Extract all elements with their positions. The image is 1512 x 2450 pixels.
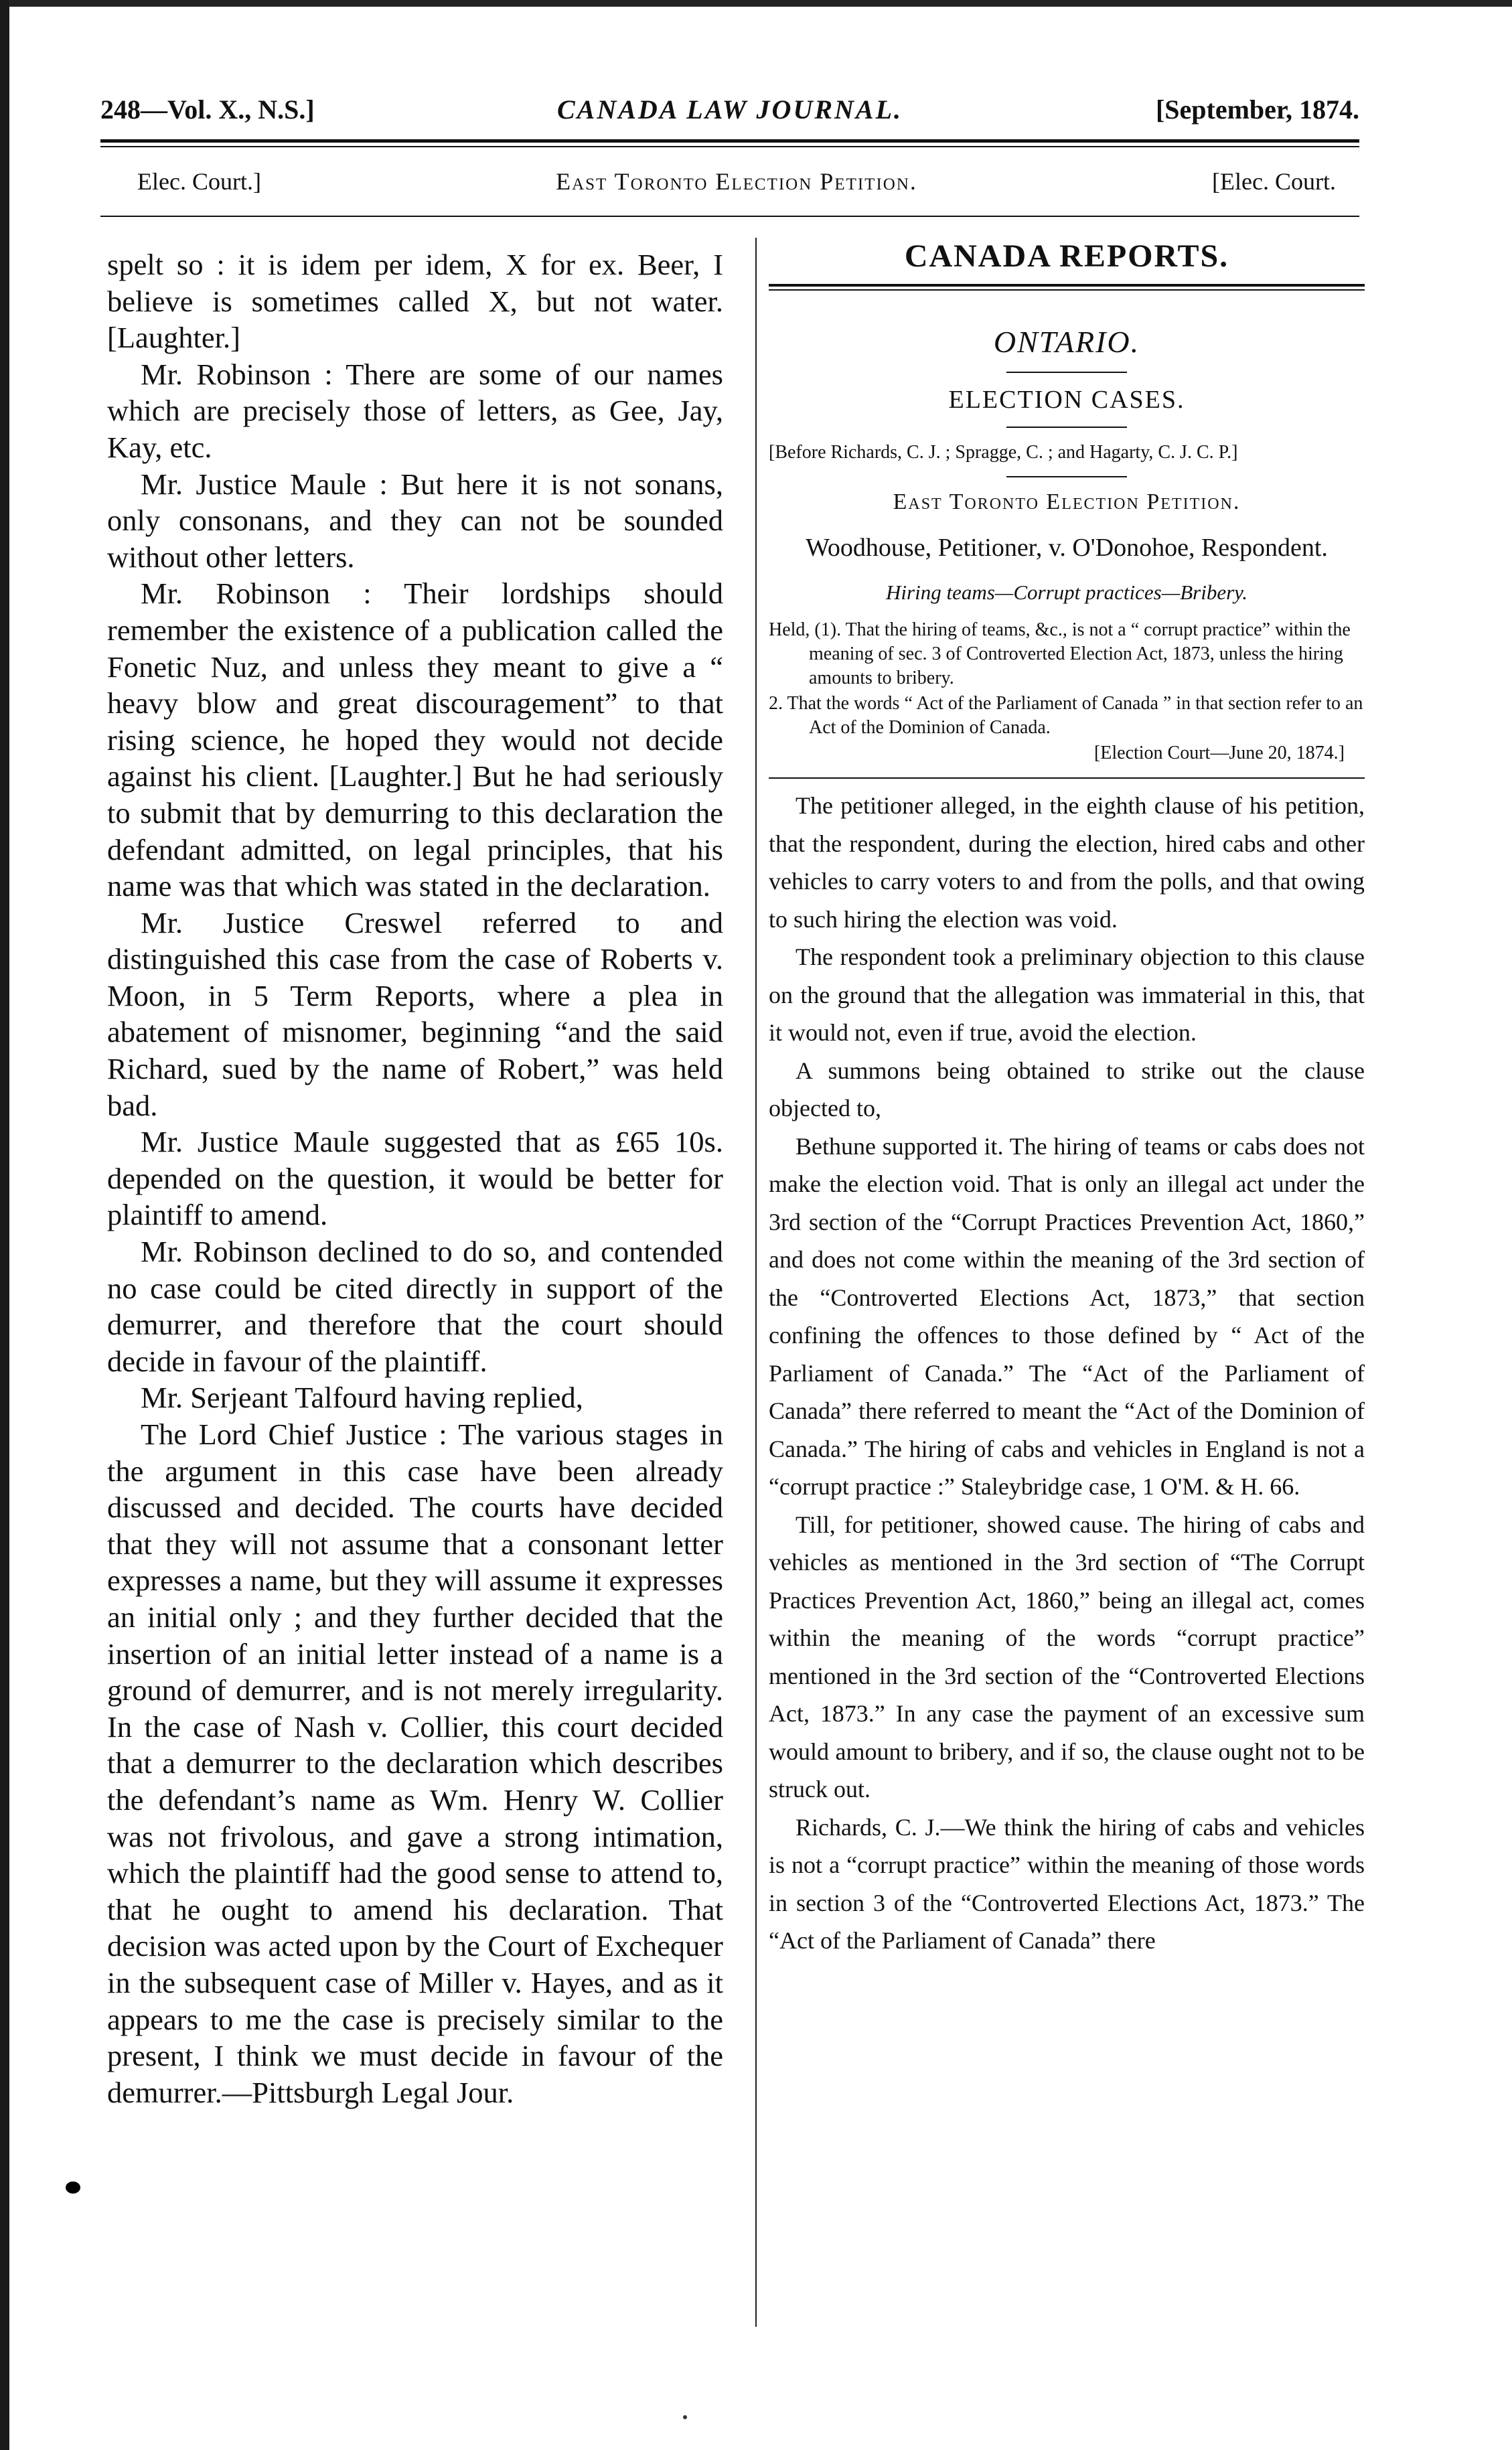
case-name: East Toronto Election Petition. — [893, 489, 1241, 514]
court-right: [Elec. Court. — [1212, 168, 1336, 195]
court-left: Elec. Court.] — [137, 168, 261, 195]
province-heading: ONTARIO. — [993, 325, 1140, 359]
margin-mark — [66, 2181, 80, 2194]
short-rule — [1006, 476, 1127, 477]
paragraph: Mr. Robinson declined to do so, and contended no case could be cited directly in support of the demurrer, and therefore that the court should decide in favour of the plaintiff. — [107, 1235, 723, 1378]
page-top-edge — [0, 0, 1512, 7]
speck — [683, 2415, 687, 2419]
holding-2: 2. That the words “ Act of the Parliament of Canada ” in that section refer to an Act of the Dominion of Canada. — [769, 693, 1363, 738]
left-column — [107, 246, 723, 2255]
report-body — [769, 787, 1365, 1960]
short-rule — [1006, 427, 1127, 428]
paragraph: Mr. Justice Maule : But here it is not sonans, only consonans, and they can not be sounded without other letters. — [107, 467, 723, 574]
paragraph: Till, for petitioner, showed cause. The hiring of cabs and vehicles as mentioned in the 3rd section of “The Corrupt Practices Prevention Act, 1860,” being an illegal act, comes within the meaning of the words “corrupt practice” mentioned in the 3rd section of the “Controverted Elections Act, 1873.” In any case the payment of an excessive sum would amount to bribery, and if so, the clause ought not to be struck out. — [769, 1511, 1365, 1803]
judges-line: [Before Richards, C. J. ; Spragge, C. ; and Hagarty, C. J. C. P.] — [769, 442, 1238, 463]
holding-rule — [769, 777, 1365, 779]
case-title: East Toronto Election Petition. — [556, 168, 917, 195]
paragraph: spelt so : it is idem per idem, X for ex. Beer, I believe is sometimes called X, but not water. [Laughter.] — [107, 248, 723, 355]
holding-1: Held, (1). That the hiring of teams, &c., is not a “ corrupt practice” within the meaning of sec. 3 of Controverted Election Act, 1873, unless the hiring amounts to bribery. — [769, 619, 1351, 688]
header-rule-thin — [100, 146, 1359, 147]
section-title: CANADA REPORTS. — [904, 238, 1229, 274]
parties: Woodhouse, Petitioner, v. O'Donohoe, Respondent. — [806, 534, 1328, 562]
paragraph: Mr. Justice Creswel referred to and distinguished this case from the case of Roberts v. Moon, in 5 Term Reports, where a plea in abatement of misnomer, beginning “and the said Richard, sued by the name of Robert,” was held bad. — [107, 905, 723, 1122]
paragraph: Mr. Justice Maule suggested that as £65 10s. depended on the question, it would be better for plaintiff to amend. — [107, 1125, 723, 1232]
case-header — [137, 167, 1336, 201]
title-double-rule — [769, 284, 1365, 291]
header-rule-thick — [100, 139, 1359, 143]
case-header-rule — [100, 216, 1359, 217]
subsection-heading: ELECTION CASES. — [948, 386, 1185, 414]
short-rule — [1006, 372, 1127, 373]
paragraph: A summons being obtained to strike out the clause objected to, — [769, 1057, 1365, 1122]
journal-title: CANADA LAW JOURNAL. — [556, 94, 903, 125]
paragraph: Mr. Robinson : Their lordships should remember the existence of a publication called the Fonetic Nuz, and unless they meant to give a “ heavy blow and great discouragement” to that rising science, he hoped they would not decide against his client. [Laughter.] But he had seriously to submit that by demurring to this declaration the defendant admitted, on legal principles, that his name was that which was stated in the declaration. — [107, 577, 723, 903]
paragraph: The Lord Chief Justice : The various stages in the argument in this case have been already discussed and decided. The courts have decided that they will not assume that a consonant letter expresses a name, but they will assume it expresses an initial only ; and they further decided that the insertion of an initial letter instead of a name is a ground of demurrer, and is not merely irregularity. In the case of Nash v. Collier, this court decided that a demurrer to the declaration which describes the defendant’s name as Wm. Henry W. Collier was not frivolous, and gave a strong intimation, which the plaintiff had the good sense to attend to, that he ought to amend his declaration. That decision was acted upon by the Court of Exchequer in the subsequent case of Miller v. Hayes, and as it appears to me the case is precisely similar to the present, I think we must decide in favour of the demurrer.—Pittsburgh Legal Jour. — [107, 1418, 723, 2109]
paragraph: Mr. Robinson : There are some of our names which are precisely those of letters, as Gee, Jay, Kay, etc. — [107, 357, 723, 464]
page-binding-edge — [0, 0, 9, 2450]
issue-date: [September, 1874. — [1155, 94, 1359, 125]
running-header — [100, 94, 1359, 127]
paragraph: Richards, C. J.—We think the hiring of cabs and vehicles is not a “corrupt practice” within the meaning of those words in section 3 of the “Controverted Elections Act, 1873.” The “Act of the Parliament of Canada” there — [769, 1813, 1365, 1954]
right-column — [769, 238, 1365, 2333]
paragraph: The respondent took a preliminary objection to this clause on the ground that the allegation was immaterial in this, that it would not, even if true, avoid the election. — [769, 943, 1365, 1046]
court-date: [Election Court—June 20, 1874.] — [1093, 743, 1345, 763]
paragraph: Mr. Serjeant Talfourd having replied, — [141, 1381, 583, 1415]
page-volume: 248—Vol. X., N.S.] — [100, 94, 315, 125]
holdings — [769, 618, 1365, 765]
column-divider — [755, 238, 757, 2327]
paragraph: The petitioner alleged, in the eighth clause of his petition, that the respondent, during the election, hired cabs and other vehicles to carry voters to and from the polls, and that owing to such hiring the election was void. — [769, 792, 1365, 933]
paragraph: Bethune supported it. The hiring of teams or cabs does not make the election void. That is only an illegal act under the 3rd section of the “Corrupt Practices Prevention Act, 1860,” and does not come within the meaning of the 3rd section of the “Controverted Elections Act, 1873,” that section confining the offences to those defined by “ Act of the Parliament of Canada.” The “Act of the Parliament of Canada” there referred to meant the “Act of the Dominion of Canada.” The hiring of cabs and vehicles in England is not a “corrupt practice :” Staleybridge case, 1 O'M. & H. 66. — [769, 1132, 1365, 1500]
headnote: Hiring teams—Corrupt practices—Bribery. — [886, 581, 1248, 604]
